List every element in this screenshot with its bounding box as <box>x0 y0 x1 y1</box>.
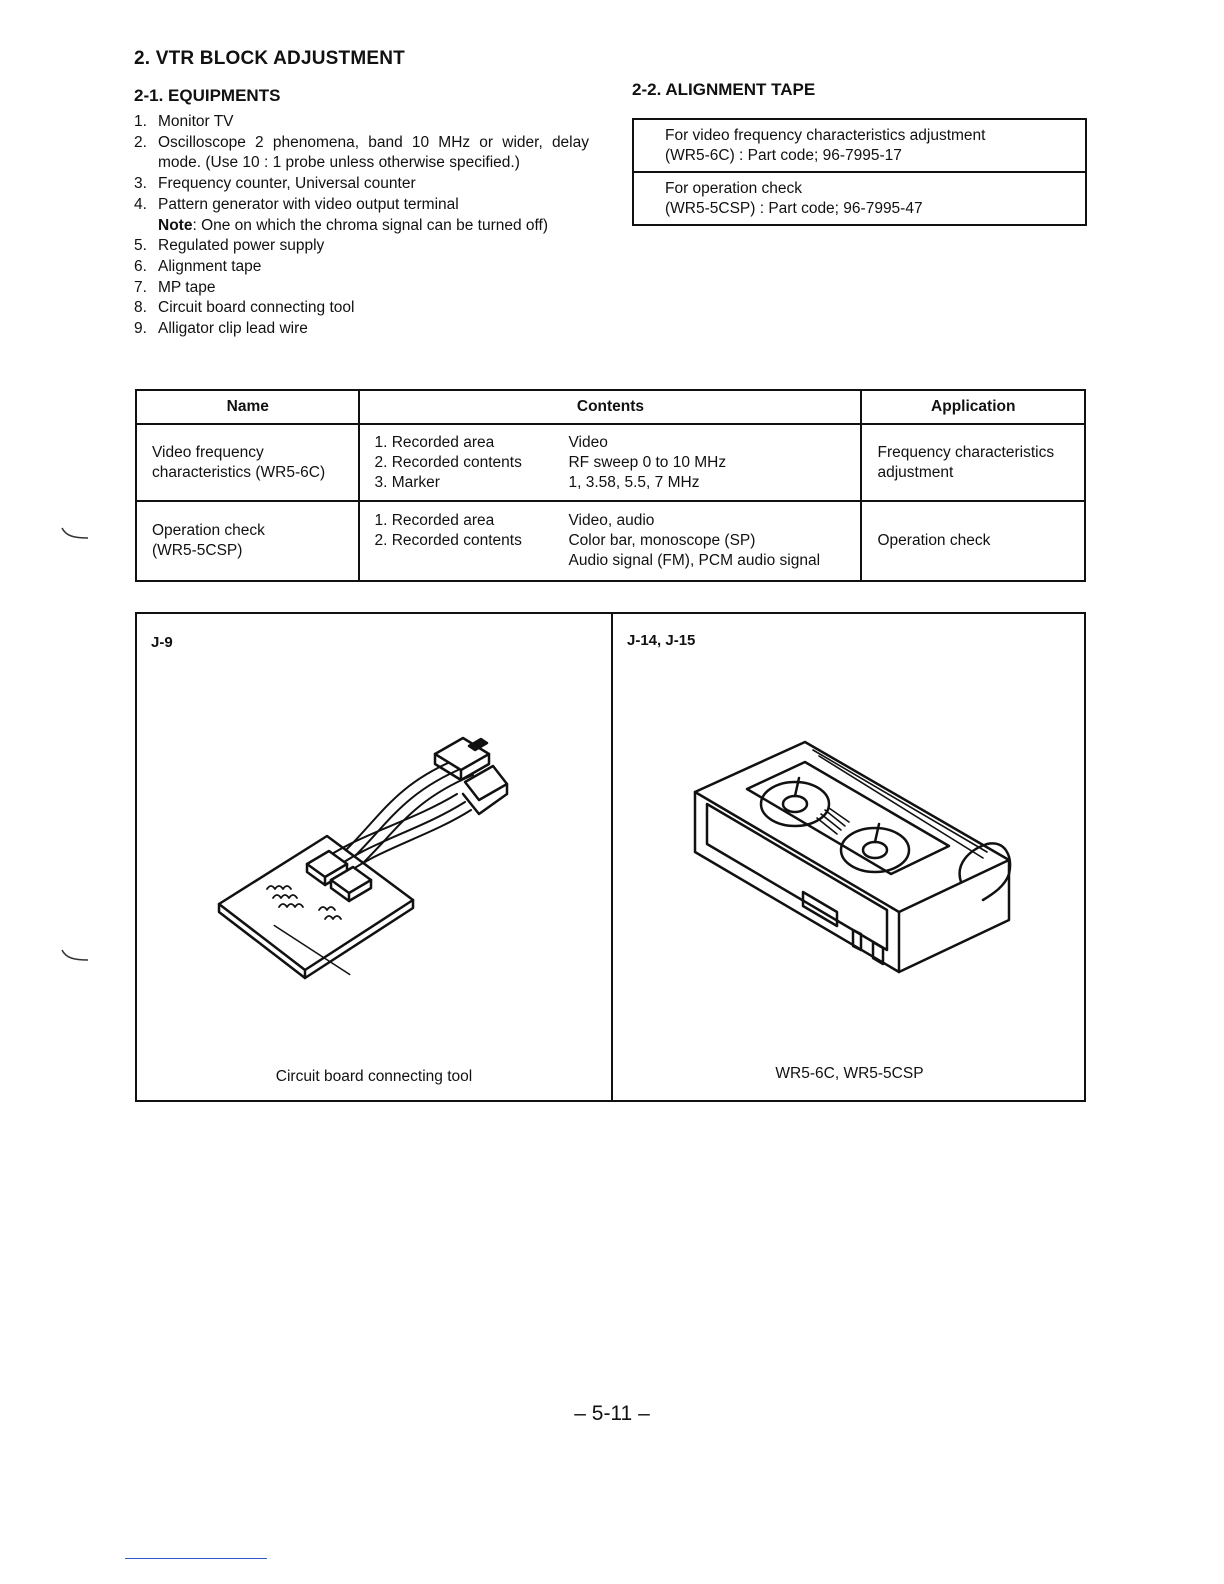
figure-caption-left: Circuit board connecting tool <box>275 1068 473 1085</box>
list-item: 9. Alligator clip lead wire <box>134 320 308 338</box>
list-item: 4. Pattern generator with video output terminal Note: One on which the chroma signal can be turned off) <box>134 195 549 234</box>
figure-label-right: J-14, J-15 <box>627 632 696 649</box>
margin-mark <box>60 526 92 546</box>
equipments-heading: 2-1. EQUIPMENTS <box>134 86 281 105</box>
list-item: 5. Regulated power supply <box>134 237 325 255</box>
list-item: 2. Oscilloscope 2 phenomena, band 10 MHz or wider, delay mode. (Use 10 : 1 probe unless otherwise specified.) <box>134 133 589 172</box>
margin-mark <box>60 948 92 968</box>
circuit-board-tool-illustration <box>207 724 547 984</box>
tape-row: For operation check (WR5-5CSP) : Part code; 96-7995-47 <box>634 171 1085 224</box>
application-cell: Operation check <box>861 501 1085 581</box>
header-application: Application <box>861 390 1085 424</box>
contents-cell: 1. Recorded area 2. Recorded contents Video, audio Color bar, monoscope (SP) Audio signal (FM), PCM audio signal <box>359 501 861 581</box>
equipment-list <box>134 112 589 340</box>
name-cell: Operation check (WR5-5CSP) <box>136 501 359 581</box>
list-item: 8. Circuit board connecting tool <box>134 299 355 317</box>
list-item: 6. Alignment tape <box>134 257 262 275</box>
header-contents: Contents <box>359 390 861 424</box>
table-row <box>136 501 1085 581</box>
note-label: Note <box>158 216 193 234</box>
alignment-tape-table <box>135 389 1086 582</box>
table-row <box>136 424 1085 501</box>
section-title: 2. VTR BLOCK ADJUSTMENT <box>134 48 405 69</box>
list-item: 7. MP tape <box>134 278 216 296</box>
name-cell: Video frequency characteristics (WR5-6C) <box>136 424 359 501</box>
alignment-tape-heading: 2-2. ALIGNMENT TAPE <box>632 80 816 99</box>
page-number: – 5-11 – <box>574 1402 650 1425</box>
list-item: 3. Frequency counter, Universal counter <box>134 175 416 193</box>
figure-caption-right: WR5-6C, WR5-5CSP <box>775 1065 924 1082</box>
figure-divider <box>611 614 613 1100</box>
contents-cell: 1. Recorded area 2. Recorded contents 3. Marker Video RF sweep 0 to 10 MHz 1, 3.58, 5.5, 7 MHz <box>359 424 861 501</box>
header-name: Name <box>136 390 359 424</box>
cassette-tape-illustration <box>687 734 1017 974</box>
application-cell: Frequency characteristics adjustment <box>861 424 1085 501</box>
note-text: : One on which the chroma signal can be turned off) <box>192 216 549 234</box>
tape-row: For video frequency characteristics adjustment (WR5-6C) : Part code; 96-7995-17 <box>665 127 986 164</box>
figure-label-left: J-9 <box>151 634 173 651</box>
alignment-tape-box <box>632 118 1087 226</box>
list-item: 1. Monitor TV <box>134 113 234 130</box>
footer-line <box>125 1558 267 1559</box>
figures-box <box>135 612 1086 1102</box>
